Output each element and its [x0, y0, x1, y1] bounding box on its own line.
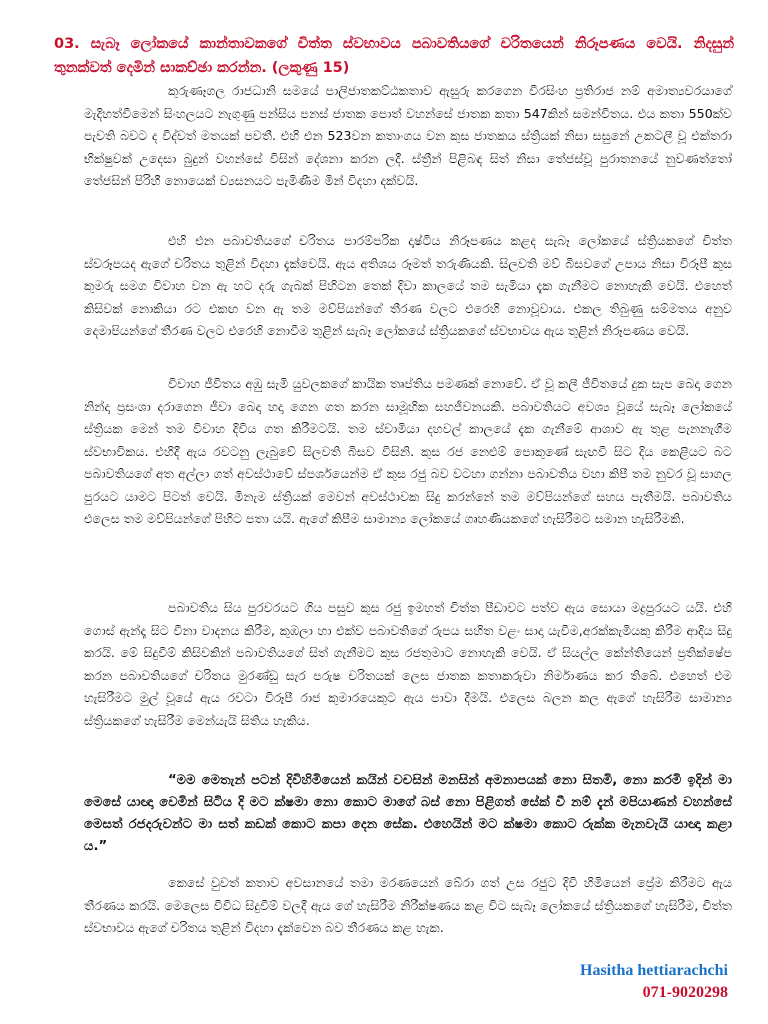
paragraph-intro — [84, 80, 732, 193]
paragraph-body: හිමියෙන් ප්‍රේම කිරීමට ඇය තීරණය කරයි. මෙලෙස විවිධ සිදුවීම් වලදී ඇය ගේ හැසිරීම නිරීක්ෂණය කළ විට සැබෑ ලෝකයේ ස්ත්‍රියකගේ හැසිරීම, චිත්ත ස්වභාවය ඇගේ චරිතය තුළින් විදහා දැක්වෙන බව තීරණය කළ හැක. — [84, 875, 732, 935]
paragraph-body: ඇය සොයා මද්‍රපුරයට යයි. එහි ගොස් ඇන්දෑ සිට වීනා වාදනය කිරීම, කුඹලා හා එක්ව පබාවතිගේ රුපය සහිත වළං සාදා යැවීම,අරක්කැමියකු කිරීම ආදිය සිදු කරයි. මේ සිදුවීම් කිසිවකින් පබාවතියගේ සිත් ගැනීමට කුස රජතුමාට නොහැකි වෙයි. ඒ සියල්ල කේන්තියෙන් ප්‍රතික්ෂේප කරන පබාවතියගේ චරිතය මුරණ්ඩු සැර පරුෂ චරිතයක් ලෙස ජාතක කතාකරුවා නිර්මාණය කර තිබේ. එහෙත් එම හැසිරීමට මුල් වූයේ ඇය රවටා විරූපී රාජ කුමාරයෙකුට ඇය පාවා දීමයි. එලෙස බලන කල ඇගේ හැසිරීම සාමාන්‍ය ස්ත්‍රියකගේ හැසිරීම මෙන්යැයි සිතිය හැකිය. — [84, 600, 732, 728]
paragraph-character — [84, 230, 732, 343]
paragraph-conclusion — [84, 872, 732, 940]
paragraph-first-line: පබාවතිය සිය පුරවරයට ගිය පසුව කුස රජු ඉමහත් චිත්ත පීඩාවට පත්ව — [168, 600, 559, 615]
paragraph-first-line: කුරුණෑගල රාජධානි සමයේ පාලිජාතකට්ඨකතාව ඇසුරු කරගෙන වීරසිංහ — [168, 83, 568, 98]
paragraph-first-line: එහි එන පබාවතියගේ චරිතය පාරම්පරික දෘෂ්ටිය නිරූපණය කළද සැබෑ — [168, 233, 570, 248]
paragraph-madrapura — [84, 597, 732, 732]
paragraph-body: ප්‍රතිරාජ නම් අමාත්‍යවරයාගේ මැදිහත්වීමෙන් සිංහලයට නැගුණු පන්සිය පනස් ජාතක පොත් වහන්සේ ජාතක කතා 547කින් සමන්විතය. එය කතා 550ක්ව පැවති බවට ද විද්වත් මතයක් පවතී. එහි එන 523වන කතාංගය වන කුස ජාතකය ස්ත්‍රියක් නිසා සසුනේ උකටලී වූ එක්තරා භික්ෂුවක් උදෙසා බුදුන් වහන්සේ විසින් දේශනා කරන ලදී. ස්ත්‍රීන් පිළිබඳ සිත් නිසා තේජස්වූ පුරාතනයේ නුවණත්තෝ තේජසින් පිරිහී නොයෙක් ව්‍යසනයට පැමිණීම මින් විදහා දක්වයි. — [84, 83, 732, 188]
question-heading: 03. සැබෑ ලෝකයේ කාන්තාවකගේ චිත්ත ස්වභාවය පබාවතියගේ චරිතයෙන් නිරූපණය වෙයි. නිදසුන් තුනක්වත් දෙමින් සාකච්ඡා කරන්න. (ලකුණු 15) — [54, 36, 734, 76]
paragraph-first-line: විවාහ ජීවිතය අඹු සැමි යුවලකගේ කායික තෘප්තිය පමණක් නොවේ. ඒ වූ — [168, 376, 554, 391]
paragraph-body: ලෝකයේ ස්ත්‍රියකගේ චිත්ත ස්වරූපයද ඇගේ චරිතය තුළින් විදහා දැක්වෙයි. ඇය අතිශය රූමත් තරුණියකි. සිලවති මව් බිසවගේ උපාය නිසා විරූපී කුස කුමරු සමග විවාහ වන ඇ හට දරු ගැබක් පිහිටන තෙක් දිවා කාලයේ තම සැමියා දැක ගැනීමට නොහැකි වෙයි. එහෙත් කිසිවක් නොකියා රට එකඟ වන ඇ තම මව්පියන්ගේ තීරණ වලට එරෙහි නොවූවාය. එකල තිබුණු සම්මතය අනුව දෙමාපියන්ගේ තීරණ වලට එරෙහි නොවීම තුළින් සැබෑ ලෝකයේ ස්ත්‍රියකගේ ස්වභාවය ඇය තුළින් නිරූපණය වෙයි. — [84, 233, 732, 338]
quote-body: නො සිතමි, නො කරමි ඉදින් මා මෙසේ යාඥා වෙමින් සිටිය දි මට ක්ෂමා නො කොට මාගේ බස් නො පිළිගත් සේක් වී නම් දැන් මපියාණන් වහන්සේ මෙසත් රජදරුවන්ට මා සත් කඩක් කොට කපා දෙන සේක. එහෙයින් මට ක්ෂමා කොට රුක්ක මැනවැයි යාඥා කළා ය.” — [84, 773, 732, 854]
author-name: Hasitha hettiarachchi — [580, 962, 728, 979]
paragraph-first-line: කෙසේ වුවත් කතාව අවසානයේ තමා මරණයෙන් බේරා ගත් උස රජුට දිවි — [168, 875, 578, 890]
block-quote — [84, 770, 732, 858]
author-phone: 071-9020298 — [642, 984, 728, 1001]
paragraph-marriage — [84, 373, 732, 531]
quote-first-line: “මම මෙතැන් පටන් දිවිහිමියෙන් කයින් වචසින් මනසින් අමනාපයක් — [168, 773, 547, 788]
paragraph-body: කලී ජීවිතයේ දුක සැප බෙදා ගෙන නින්දා ප්‍රසංශා දරාගෙන ජීවා බෙදා හදා ගෙන ගත කරන සාමූහික සහජීවනයකි. පබාවතියට අවශ්‍ය වූයේ සැබෑ ලෝකයේ ස්ත්‍රියක මෙන් තම විවාහ දිවිය ගත කිරීමටයි. තම ස්වාමියා දහවල් කාලයේ දැක ගැනීමේ ආශාව ඇ තුළ පැනනැගීම ස්වභාවිකය. එහිදී ඇය රවටනු ලැබුවේ සිලවති බිසව විසිනි. කුස රජ නෙළුම් පොකුණේ සැඟවී සිට දිය කෙළියට බට පබාවතියගේ අත අල්ලා ගත් අවස්ථාවේ ස්පර්ශයෙන්ම ඒ කුස රජු බව වටහා ගන්නා පබාවතිය වහා කිපී තම නුවර වූ සාගල පුරයට යාමට පිටත් වෙයි. මිනැම ස්ත්‍රියක් මෙවන් අවස්ථාවක සිදු කරන්නේ තම මව්පියන්ගේ සහය පැතීමයි. පබාවතිය එලෙස තම මව්පියන්ගේ පිහිට පතා යයි. ඇගේ කිපීම සාමාන්‍ය ලෝකයේ ගෘහණියකගේ හැසිරීමට සමාන හැසිරීමකි. — [84, 376, 732, 526]
